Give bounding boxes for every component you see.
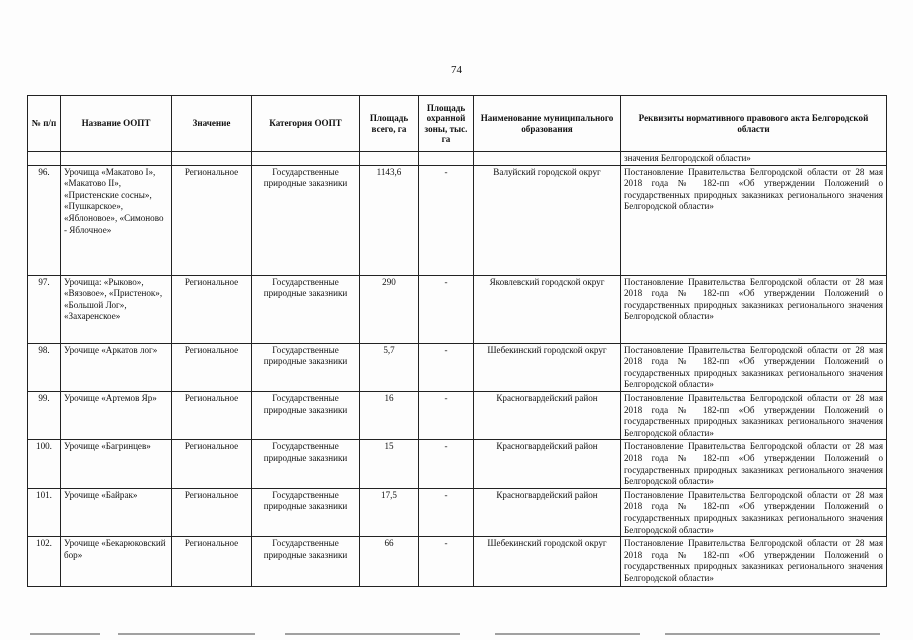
row-number: 100.	[28, 440, 61, 488]
municipality: Красногвардейский район	[474, 488, 621, 536]
category: Государственные природные заказники	[252, 165, 360, 275]
table-row	[28, 275, 887, 343]
table-row	[28, 165, 887, 275]
significance: Региональное	[172, 275, 252, 343]
header-name: Название ООПТ	[61, 96, 172, 152]
header-row	[28, 96, 887, 152]
area-total: 1143,6	[360, 165, 419, 275]
legal-act: Постановление Правительства Белгородской области от 28 мая 2018 года № 182-пп «Об утверждении Положений о государственных природных заказниках регионального значения Белгородской области»	[621, 343, 887, 391]
significance: Региональное	[172, 440, 252, 488]
header-category: Категория ООПТ	[252, 96, 360, 152]
significance: Региональное	[172, 488, 252, 536]
category: Государственные природные заказники	[252, 537, 360, 587]
area-name: Урочище «Артемов Яр»	[61, 391, 172, 439]
table-cell	[474, 152, 621, 166]
significance: Региональное	[172, 537, 252, 587]
page-number: 74	[451, 64, 462, 76]
header-area: Площадь всего, га	[360, 96, 419, 152]
municipality: Шебекинский городской округ	[474, 343, 621, 391]
area-name: Урочища «Макатово I», «Макатово II», «Пристенские сосны», «Пушкарское», «Яблоновое», «Симоново - Яблочное»	[61, 165, 172, 275]
significance: Региональное	[172, 165, 252, 275]
table-cell	[172, 152, 252, 166]
buffer-area: -	[419, 488, 474, 536]
header-municipality: Наименование муниципального образования	[474, 96, 621, 152]
table-cell	[61, 152, 172, 166]
table-cell	[28, 152, 61, 166]
buffer-area: -	[419, 391, 474, 439]
area-name: Урочище «Аркатов лог»	[61, 343, 172, 391]
table-row	[28, 488, 887, 536]
table-row	[28, 537, 887, 587]
table-cell	[419, 152, 474, 166]
table-cell	[252, 152, 360, 166]
legal-act: Постановление Правительства Белгородской области от 28 мая 2018 года № 182-пп «Об утверждении Положений о государственных природных заказниках регионального значения Белгородской области»	[621, 537, 887, 587]
header-legal-act: Реквизиты нормативного правового акта Белгородской области	[621, 96, 887, 152]
buffer-area: -	[419, 165, 474, 275]
buffer-area: -	[419, 440, 474, 488]
area-total: 66	[360, 537, 419, 587]
row-number: 97.	[28, 275, 61, 343]
area-total: 5,7	[360, 343, 419, 391]
protected-areas-table	[27, 95, 887, 587]
significance: Региональное	[172, 391, 252, 439]
legal-act: Постановление Правительства Белгородской области от 28 мая 2018 года № 182-пп «Об утверждении Положений о государственных природных заказниках регионального значения Белгородской области»	[621, 488, 887, 536]
row-number: 102.	[28, 537, 61, 587]
table-row	[28, 343, 887, 391]
legal-act: Постановление Правительства Белгородской области от 28 мая 2018 года № 182-пп «Об утверждении Положений о государственных природных заказниках регионального значения Белгородской области»	[621, 440, 887, 488]
legal-act: Постановление Правительства Белгородской области от 28 мая 2018 года № 182-пп «Об утверждении Положений о государственных природных заказниках регионального значения Белгородской области»	[621, 275, 887, 343]
header-significance: Значение	[172, 96, 252, 152]
area-total: 290	[360, 275, 419, 343]
table-cell	[360, 152, 419, 166]
table-row	[28, 391, 887, 439]
row-number: 99.	[28, 391, 61, 439]
municipality: Шебекинский городской округ	[474, 537, 621, 587]
page-edge-marks	[0, 628, 913, 640]
legal-act: Постановление Правительства Белгородской области от 28 мая 2018 года № 182-пп «Об утверждении Положений о государственных природных заказниках регионального значения Белгородской области»	[621, 391, 887, 439]
row-number: 96.	[28, 165, 61, 275]
buffer-area: -	[419, 537, 474, 587]
buffer-area: -	[419, 343, 474, 391]
area-total: 17,5	[360, 488, 419, 536]
municipality: Красногвардейский район	[474, 391, 621, 439]
buffer-area: -	[419, 275, 474, 343]
row-number: 98.	[28, 343, 61, 391]
legal-act: Постановление Правительства Белгородской области от 28 мая 2018 года № 182-пп «Об утверждении Положений о государственных природных заказниках регионального значения Белгородской области»	[621, 165, 887, 275]
area-name: Урочище «Байрак»	[61, 488, 172, 536]
table-row	[28, 440, 887, 488]
continuation-row	[28, 152, 887, 166]
area-name: Урочище «Багринцев»	[61, 440, 172, 488]
header-buffer-area: Площадь охранной зоны, тыс. га	[419, 96, 474, 152]
category: Государственные природные заказники	[252, 275, 360, 343]
area-name: Урочище «Бекарюковский бор»	[61, 537, 172, 587]
category: Государственные природные заказники	[252, 440, 360, 488]
continuation-text: значения Белгородской области»	[621, 152, 887, 166]
significance: Региональное	[172, 343, 252, 391]
category: Государственные природные заказники	[252, 488, 360, 536]
row-number: 101.	[28, 488, 61, 536]
municipality: Яковлевский городской округ	[474, 275, 621, 343]
area-total: 16	[360, 391, 419, 439]
area-name: Урочища: «Рыково», «Вязовое», «Пристенок», «Большой Лог», «Захаренское»	[61, 275, 172, 343]
category: Государственные природные заказники	[252, 391, 360, 439]
header-num: № п/п	[28, 96, 61, 152]
municipality: Красногвардейский район	[474, 440, 621, 488]
category: Государственные природные заказники	[252, 343, 360, 391]
area-total: 15	[360, 440, 419, 488]
municipality: Валуйский городской округ	[474, 165, 621, 275]
